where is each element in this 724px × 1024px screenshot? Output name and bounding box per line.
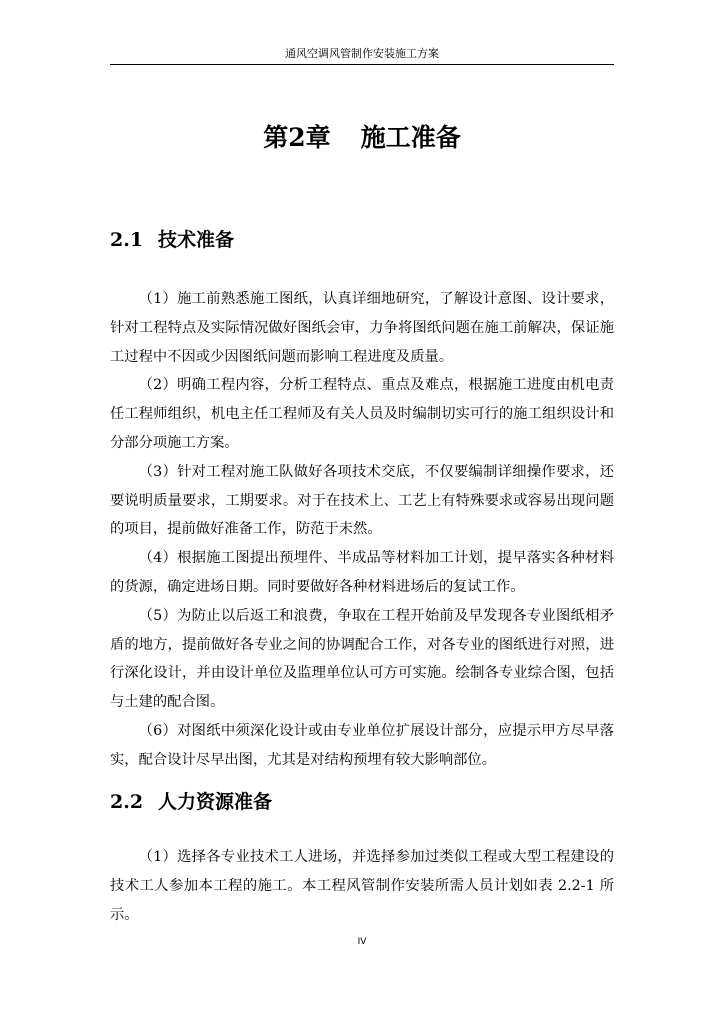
chapter-name: 施工准备 xyxy=(360,123,461,152)
paragraph: （2）明确工程内容，分析工程特点、重点及难点，根据施工进度由机电责任工程师组织，机电主任工程师及有关人员及时编制切实可行的施工组织设计和分部分项施工方案。 xyxy=(110,377,614,451)
section-number: 2.1 xyxy=(110,229,144,251)
paragraph: （4）根据施工图提出预埋件、半成品等材料加工计划，提早落实各种材料的货源，确定进场日期。同时要做好各种材料进场后的复试工作。 xyxy=(110,550,614,595)
paragraph: （5）为防止以后返工和浪费，争取在工程开始前及早发现各专业图纸相矛盾的地方，提前做好各专业之间的协调配合工作，对各专业的图纸进行对照，进行深化设计，并由设计单位及监理单位认可方可实施。绘制各专业综合图，包括与土建的配合图。 xyxy=(110,607,614,711)
page-header-title: 通风空调风管制作安装施工方案 xyxy=(285,47,439,60)
header-divider xyxy=(110,64,614,65)
section-heading-2-2 xyxy=(110,788,614,816)
chapter-number: 第2章 xyxy=(263,123,331,152)
page-number: IV xyxy=(357,937,367,947)
chapter-title xyxy=(110,120,614,156)
section-title: 人力资源准备 xyxy=(158,791,273,813)
section-number: 2.2 xyxy=(110,791,144,813)
section-2-1-paragraphs xyxy=(110,285,614,775)
paragraph: （6）对图纸中须深化设计或由专业单位扩展设计部分，应提示甲方尽早落实，配合设计尽早出图，尤其是对结构预埋有较大影响部位。 xyxy=(110,722,614,768)
section-title: 技术准备 xyxy=(158,229,235,251)
paragraph: （3）针对工程对施工队做好各项技术交底，不仅要编制详细操作要求，还要说明质量要求，工期要求。对于在技术上、工艺上有特殊要求或容易出现问题的项目，提前做好准备工作，防范于未然。 xyxy=(110,463,614,538)
section-2-2-paragraphs xyxy=(110,843,614,929)
section-heading-2-1 xyxy=(110,226,614,254)
paragraph: （1）施工前熟悉施工图纸，认真详细地研究，了解设计意图、设计要求，针对工程特点及实际情况做好图纸会审，力争将图纸问题在施工前解决，保证施工过程中不因或少因图纸问题而影响工程进度及质量。 xyxy=(110,291,614,365)
paragraph: （1）选择各专业技术工人进场，并选择参加过类似工程或大型工程建设的技术工人参加本工程的施工。本工程风管制作安装所需人员计划如表 2.2-1 所示。 xyxy=(110,849,614,923)
